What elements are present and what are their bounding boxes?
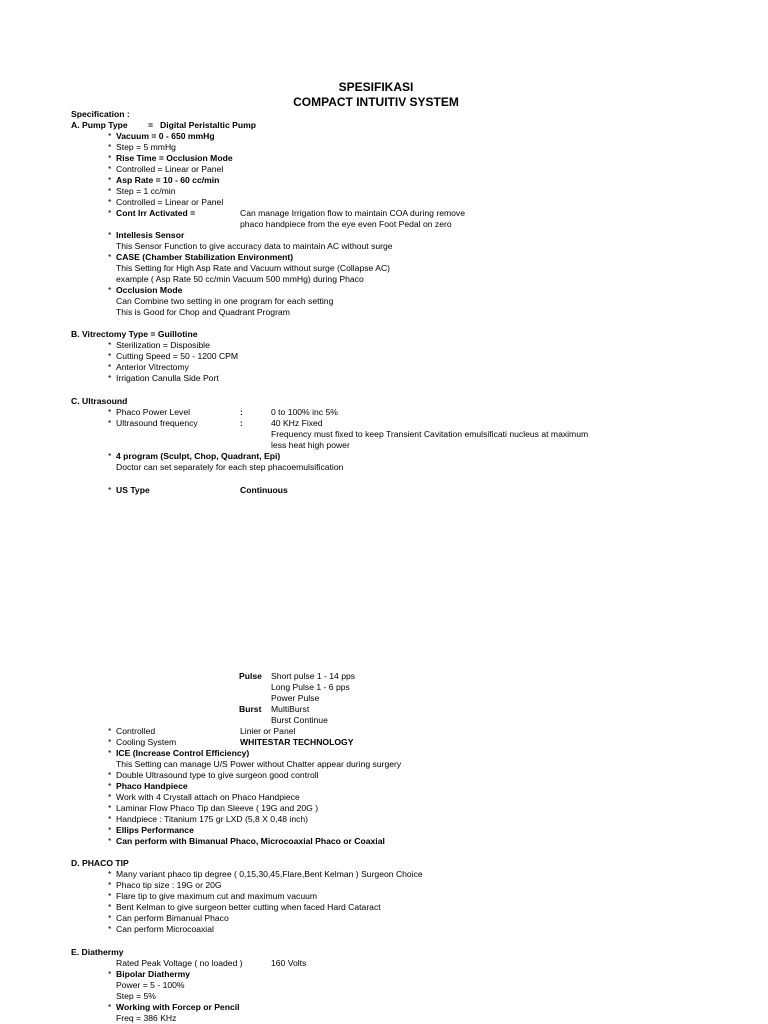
bullet-star: * (108, 880, 112, 890)
pump-cont-irr-desc1: Can manage Irrigation flow to maintain COA during remove (240, 208, 465, 218)
us-ellips: Ellips Performance (116, 825, 194, 835)
bullet-star: * (108, 836, 112, 846)
diathermy-freq: Freq = 386 KHz (116, 1013, 177, 1023)
bullet-star: * (108, 153, 112, 163)
spec-label: Specification : (71, 109, 130, 119)
us-bimanual: Can perform with Bimanual Phaco, Microcoaxial Phaco or Coaxial (116, 836, 385, 846)
phaco-tip-item: Can perform Microcoaxial (116, 924, 214, 934)
phaco-tip-item: Many variant phaco tip degree ( 0,15,30,45,Flare,Bent Kelman ) Surgeon Choice (116, 869, 423, 879)
bullet-star: * (108, 891, 112, 901)
vitrectomy-item: Anterior Vitrectomy (116, 362, 189, 372)
pump-case: CASE (Chamber Stabilization Environment) (116, 252, 294, 262)
bullet-star: * (108, 418, 112, 428)
us-pulse-label: Pulse (239, 671, 262, 681)
pump-occlusion-desc1: Can Combine two setting in one program for each setting (116, 296, 334, 306)
us-power-value: 0 to 100% inc 5% (271, 407, 338, 417)
us-burst-item: MultiBurst (271, 704, 310, 714)
us-controlled-value: Linier or Panel (240, 726, 296, 736)
doc-subtitle: COMPACT INTUITIV SYSTEM (293, 95, 459, 109)
diathermy-heading: E. Diathermy (71, 947, 124, 957)
bullet-star: * (108, 781, 112, 791)
doc-title: SPESIFIKASI (338, 80, 414, 94)
vitrectomy-item: Irrigation Canulla Side Port (116, 373, 219, 383)
us-double: Double Ultrasound type to give surgeon good controll (116, 770, 319, 780)
pump-type-value: Digital Peristaltic Pump (160, 120, 256, 130)
bullet-star: * (108, 252, 112, 262)
bullet-star: * (108, 869, 112, 879)
bullet-star: * (108, 351, 112, 361)
bullet-star: * (108, 825, 112, 835)
bullet-star: * (108, 340, 112, 350)
us-freq-label: Ultrasound frequency (116, 418, 198, 428)
phaco-tip-item: Can perform Bimanual Phaco (116, 913, 229, 923)
pump-intellesis-desc: This Sensor Function to give accuracy data to maintain AC without surge (116, 241, 393, 251)
bullet-star: * (108, 164, 112, 174)
us-program-desc: Doctor can set separately for each step phacoemulsification (116, 462, 344, 472)
us-freq-value: 40 KHz Fixed (271, 418, 323, 428)
vitrectomy-item: Sterilization = Disposible (116, 340, 210, 350)
us-pulse-item: Short pulse 1 - 14 pps (271, 671, 356, 681)
pump-case-desc2: example ( Asp Rate 50 cc/min Vacuum 500 mmHg) during Phaco (116, 274, 364, 284)
us-freq-colon: : (240, 418, 243, 428)
bullet-star: * (108, 485, 112, 495)
bullet-star: * (108, 142, 112, 152)
pump-cont-irr-desc2: phaco handpiece from the eye even Foot Pedal on zero (240, 219, 452, 229)
bullet-star: * (108, 748, 112, 758)
us-program: 4 program (Sculpt, Chop, Quadrant, Epi) (116, 451, 281, 461)
bullet-star: * (108, 208, 112, 218)
pump-eq: = (148, 120, 154, 130)
us-ice: ICE (Increase Control Efficiency) (116, 748, 250, 758)
us-burst-item: Burst Continue (271, 715, 328, 725)
bullet-star: * (108, 362, 112, 372)
bullet-star: * (108, 726, 112, 736)
vitrectomy-heading: B. Vitrectomy Type = Guillotine (71, 329, 198, 339)
diathermy-rated-label: Rated Peak Voltage ( no loaded ) (116, 958, 243, 968)
us-pulse-item: Power Pulse (271, 693, 320, 703)
bullet-star: * (108, 451, 112, 461)
diathermy-forcep: Working with Forcep or Pencil (116, 1002, 240, 1012)
phaco-tip-item: Flare tip to give maximum cut and maximum vacuum (116, 891, 318, 901)
us-burst-label: Burst (239, 704, 262, 714)
pump-occlusion: Occlusion Mode (116, 285, 183, 295)
us-handpiece: Phaco Handpiece (116, 781, 188, 791)
pump-asp-rate: Asp Rate = 10 - 60 cc/min (116, 175, 220, 185)
bullet-star: * (108, 285, 112, 295)
ultrasound-heading: C. Ultrasound (71, 396, 128, 406)
bullet-star: * (108, 1002, 112, 1012)
phaco-tip-item: Bent Kelman to give surgeon better cutting when faced Hard Cataract (116, 902, 381, 912)
bullet-star: * (108, 902, 112, 912)
us-freq-desc1: Frequency must fixed to keep Transient Cavitation emulsificati nucleus at maximum (271, 429, 589, 439)
bullet-star: * (108, 803, 112, 813)
pump-occlusion-desc2: This is Good for Chop and Quadrant Program (116, 307, 290, 317)
bullet-star: * (108, 186, 112, 196)
pump-heading: A. Pump Type (71, 120, 128, 130)
us-crystall: Work with 4 Crystall attach on Phaco Handpiece (116, 792, 300, 802)
us-handpiece-ti: Handpiece : Titanium 175 gr LXD (5,8 X 0,48 inch) (116, 814, 309, 824)
bullet-star: * (108, 230, 112, 240)
bullet-star: * (108, 792, 112, 802)
bullet-star: * (108, 737, 112, 747)
us-type-value: Continuous (240, 485, 288, 495)
bullet-star: * (108, 913, 112, 923)
pump-intellesis: Intellesis Sensor (116, 230, 185, 240)
us-cooling-label: Cooling System (116, 737, 177, 747)
diathermy-bipolar: Bipolar Diathermy (116, 969, 191, 979)
bullet-star: * (108, 770, 112, 780)
phaco-tip-heading: D. PHACO TIP (71, 858, 129, 868)
us-ice-desc: This Setting can manage U/S Power without Chatter appear during surgery (116, 759, 402, 769)
us-type-label: US Type (116, 485, 150, 495)
us-power-colon: : (240, 407, 243, 417)
bullet-star: * (108, 131, 112, 141)
diathermy-power: Power = 5 - 100% (116, 980, 185, 990)
bullet-star: * (108, 175, 112, 185)
bullet-star: * (108, 814, 112, 824)
bullet-star: * (108, 969, 112, 979)
us-laminar: Laminar Flow Phaco Tip dan Sleeve ( 19G and 20G ) (116, 803, 319, 813)
diathermy-step: Step = 5% (116, 991, 156, 1001)
us-freq-desc2: less heat high power (271, 440, 350, 450)
bullet-star: * (108, 197, 112, 207)
pump-step1: Step = 5 mmHg (116, 142, 176, 152)
us-controlled-label: Controlled (116, 726, 156, 736)
diathermy-rated-value: 160 Volts (271, 958, 307, 968)
pump-cont-irr: Cont Irr Activated = (116, 208, 196, 218)
us-pulse-item: Long Pulse 1 - 6 pps (271, 682, 350, 692)
pump-controlled2: Controlled = Linear or Panel (116, 197, 224, 207)
pump-case-desc1: This Setting for High Asp Rate and Vacuum without surge (Collapse AC) (116, 263, 391, 273)
pump-step2: Step = 1 cc/min (116, 186, 176, 196)
pump-controlled1: Controlled = Linear or Panel (116, 164, 224, 174)
bullet-star: * (108, 407, 112, 417)
pump-vacuum: Vacuum = 0 - 650 mmHg (116, 131, 215, 141)
us-cooling-value: WHITESTAR TECHNOLOGY (240, 737, 354, 747)
bullet-star: * (108, 924, 112, 934)
pump-rise-time: Rise Time = Occlusion Mode (116, 153, 233, 163)
vitrectomy-item: Cutting Speed = 50 - 1200 CPM (116, 351, 239, 361)
phaco-tip-item: Phaco tip size : 19G or 20G (116, 880, 222, 890)
us-power-label: Phaco Power Level (116, 407, 191, 417)
bullet-star: * (108, 373, 112, 383)
